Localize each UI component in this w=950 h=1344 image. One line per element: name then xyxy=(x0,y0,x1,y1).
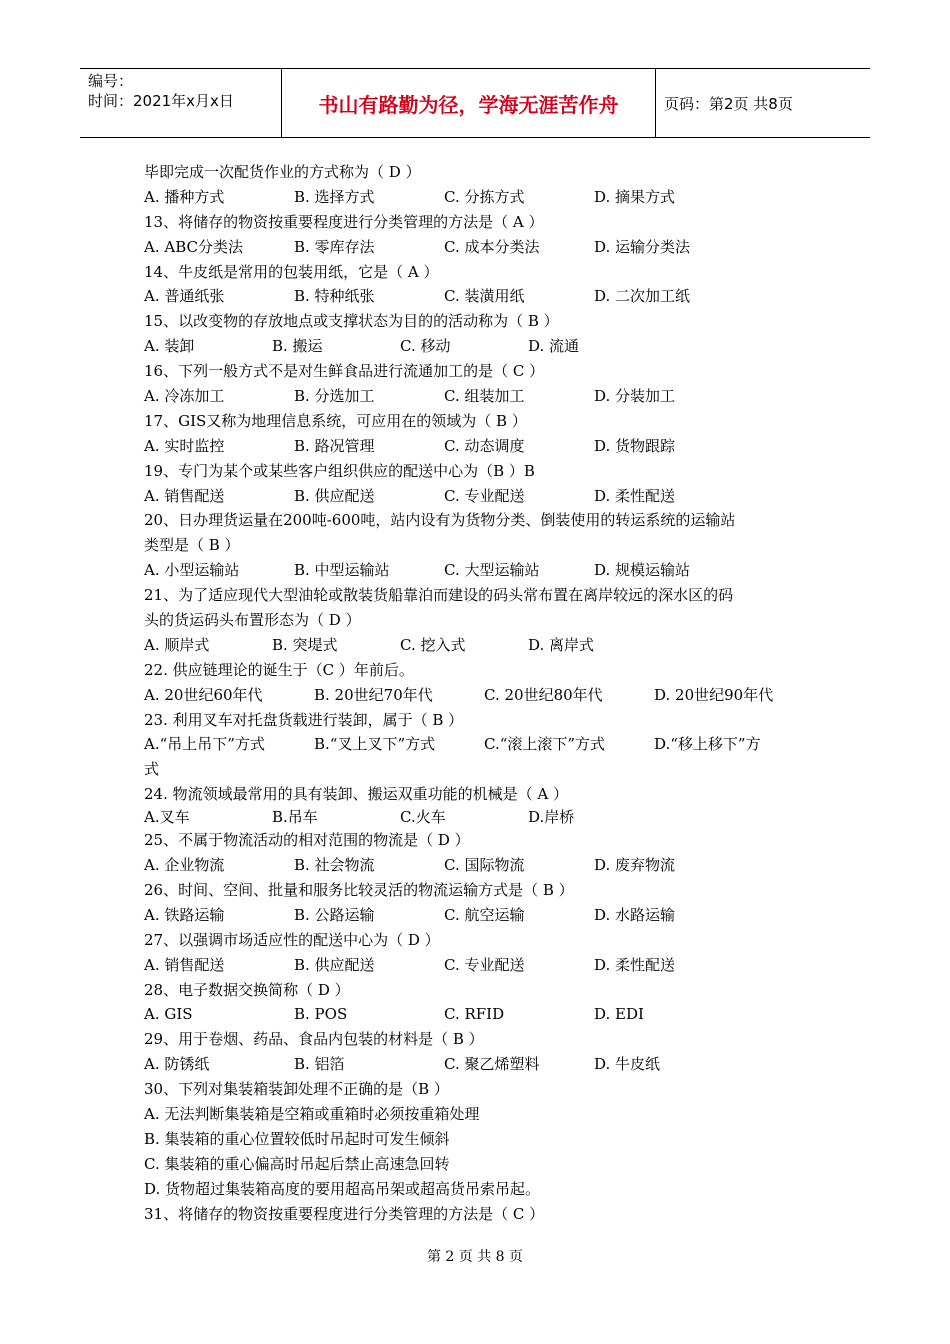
question-text: 17、GIS又称为地理信息系统，可应用在的领域为（ B ） xyxy=(144,411,527,430)
options-row xyxy=(144,185,824,210)
option-d: D. 废弃物流 xyxy=(594,856,676,875)
question-item xyxy=(144,1202,824,1227)
question-item xyxy=(144,928,824,978)
options-row xyxy=(144,903,824,928)
question-item xyxy=(144,160,824,210)
option-a: A. 顺岸式 xyxy=(144,635,210,654)
option-c: C. 专业配送 xyxy=(444,955,525,974)
option-c: C. 挖入式 xyxy=(400,635,466,654)
option-d: D.“移上移下”方 xyxy=(654,735,761,754)
options-row xyxy=(144,284,824,309)
option-b: B. 特种纸张 xyxy=(294,287,375,306)
options-row xyxy=(144,953,824,978)
option-c: C. 专业配送 xyxy=(444,486,525,505)
option-d: D. 牛皮纸 xyxy=(594,1055,661,1074)
option-b: B. 铝箔 xyxy=(294,1055,345,1074)
option-d: D. 规模运输站 xyxy=(594,561,691,580)
question-text: 14、牛皮纸是常用的包装用纸，它是（ A ） xyxy=(144,262,439,281)
option-c: C. RFID xyxy=(444,1005,505,1024)
options-row xyxy=(144,558,824,583)
option-d: D. 二次加工纸 xyxy=(594,287,691,306)
question-text: 19、专门为某个或某些客户组织供应的配送中心为（B ）B xyxy=(144,461,535,480)
option-b: B. 零库存法 xyxy=(294,237,375,256)
question-text: 15、以改变物的存放地点或支撑状态为目的的活动称为（ B ） xyxy=(144,312,559,331)
options-row xyxy=(144,683,824,708)
option-c: C. 航空运输 xyxy=(444,905,525,924)
option-c: C. 分拣方式 xyxy=(444,187,525,206)
option-b: B. 突堤式 xyxy=(272,635,338,654)
option-d: D. 流通 xyxy=(528,337,580,356)
option-d: D.岸桥 xyxy=(528,808,575,827)
option-b: B. 选择方式 xyxy=(294,187,375,206)
question-text: 25、不属于物流活动的相对范围的物流是（ D ） xyxy=(144,831,470,850)
question-item xyxy=(144,1077,824,1201)
option-b: B.吊车 xyxy=(272,808,318,827)
option-a: A. GIS xyxy=(144,1005,193,1024)
page-footer: 第 2 页 共 8 页 xyxy=(426,1249,524,1265)
header-meta xyxy=(80,69,282,137)
question-text: 29、用于卷烟、药品、食品内包装的材料是（ B ） xyxy=(144,1030,484,1049)
question-text: 16、下列一般方式不是对生鲜食品进行流通加工的是（ C ） xyxy=(144,362,545,381)
question-text: 毕即完成一次配货作业的方式称为（ D ） xyxy=(144,163,421,181)
option-c: C. 20世纪80年代 xyxy=(484,685,603,704)
option-c: C.“滚上滚下”方式 xyxy=(484,735,606,754)
question-item xyxy=(144,359,824,409)
option-c: C.火车 xyxy=(400,808,446,827)
option-d: D. 摘果方式 xyxy=(594,187,676,206)
question-text: 26、时间、空间、批量和服务比较灵活的物流运输方式是（ B ） xyxy=(144,880,574,899)
options-row xyxy=(144,807,824,828)
question-text: 13、将储存的物资按重要程度进行分类管理的方法是（ A ） xyxy=(144,212,544,231)
option-line: A. 无法判断集装箱是空箱或重箱时必须按重箱处理 xyxy=(144,1104,480,1123)
question-item xyxy=(144,409,824,459)
options-row xyxy=(144,384,824,409)
question-text: 21、为了适应现代大型油轮或散装货船靠泊而建设的码头常布置在离岸较远的深水区的码 xyxy=(144,586,734,605)
options-row xyxy=(144,853,824,878)
option-d: D. 分装加工 xyxy=(594,387,676,406)
question-item xyxy=(144,978,824,1028)
option-a: A. 铁路运输 xyxy=(144,905,225,924)
serial-label: 编号： xyxy=(88,72,134,90)
header-motto: 书山有路勤为径，学海无涯苦作舟 xyxy=(282,69,656,137)
question-item xyxy=(144,782,824,828)
options-row xyxy=(144,1052,824,1077)
question-item xyxy=(144,260,824,310)
option-b: B. 供应配送 xyxy=(294,955,375,974)
question-text-cont: 头的货运码头布置形态为（ D ） xyxy=(144,611,361,630)
question-item xyxy=(144,658,824,708)
option-b: B. 社会物流 xyxy=(294,856,375,875)
option-c: C. 聚乙烯塑料 xyxy=(444,1055,540,1074)
page-header xyxy=(80,68,870,138)
question-text: 27、以强调市场适应性的配送中心为（ D ） xyxy=(144,930,440,949)
option-a: A. 销售配送 xyxy=(144,486,225,505)
option-a: A.叉车 xyxy=(144,808,190,827)
question-text: 30、下列对集装箱装卸处理不正确的是（B ） xyxy=(144,1080,449,1099)
option-line: D. 货物超过集装箱高度的要用超高吊架或超高货吊索吊起。 xyxy=(144,1179,541,1198)
question-text: 22. 供应链理论的诞生于（C ）年前后。 xyxy=(144,660,414,679)
question-item xyxy=(144,1027,824,1077)
option-b: B. 中型运输站 xyxy=(294,561,390,580)
options-row xyxy=(144,484,824,509)
question-item xyxy=(144,583,824,658)
question-text-cont: 类型是（ B ） xyxy=(144,536,240,555)
option-a: A. 实时监控 xyxy=(144,436,225,455)
option-a: A. 销售配送 xyxy=(144,955,225,974)
option-b: B. 公路运输 xyxy=(294,905,375,924)
option-line: B. 集装箱的重心位置较低时吊起时可发生倾斜 xyxy=(144,1129,450,1148)
option-b: B.“叉上叉下”方式 xyxy=(314,735,436,754)
question-text: 23. 利用叉车对托盘货载进行装卸，属于（ B ） xyxy=(144,710,464,729)
header-page-label: 页码：第2页 共8页 xyxy=(664,94,793,113)
option-a: A. 企业物流 xyxy=(144,856,225,875)
question-item xyxy=(144,508,824,583)
options-row xyxy=(144,732,824,757)
option-b: B. 分选加工 xyxy=(294,387,375,406)
options-row xyxy=(144,434,824,459)
option-d: D. 柔性配送 xyxy=(594,486,676,505)
question-item xyxy=(144,210,824,260)
question-item xyxy=(144,708,824,783)
question-text: 28、电子数据交换简称（ D ） xyxy=(144,980,350,999)
option-b: B. 20世纪70年代 xyxy=(314,685,433,704)
option-b: B. 搬运 xyxy=(272,337,323,356)
options-row xyxy=(144,633,824,658)
option-d: D. 运输分类法 xyxy=(594,237,691,256)
question-text: 20、日办理货运量在200吨-600吨，站内设有为货物分类、倒装使用的转运系统的运输站 xyxy=(144,511,736,530)
option-a: A. 小型运输站 xyxy=(144,561,240,580)
option-a: A. 普通纸张 xyxy=(144,287,225,306)
question-item xyxy=(144,828,824,878)
option-a: A. 播种方式 xyxy=(144,187,225,206)
option-c: C. 移动 xyxy=(400,337,451,356)
question-text: 31、将储存的物资按重要程度进行分类管理的方法是（ C ） xyxy=(144,1204,545,1223)
question-item xyxy=(144,309,824,359)
option-d: D. 20世纪90年代 xyxy=(654,685,774,704)
options-row xyxy=(144,334,824,359)
options-row xyxy=(144,1002,824,1027)
option-b: B. 路况管理 xyxy=(294,436,375,455)
option-a: A. 冷冻加工 xyxy=(144,387,225,406)
question-text: 24. 物流领域最常用的具有装卸、搬运双重功能的机械是（ A ） xyxy=(144,785,568,804)
option-c: C. 动态调度 xyxy=(444,436,525,455)
option-a: A. 装卸 xyxy=(144,337,195,356)
option-a: A.“吊上吊下”方式 xyxy=(144,735,265,754)
question-item xyxy=(144,459,824,509)
question-item xyxy=(144,878,824,928)
option-d: D. EDI xyxy=(594,1005,644,1024)
options-row xyxy=(144,235,824,260)
option-b: B. POS xyxy=(294,1005,348,1024)
option-b: B. 供应配送 xyxy=(294,486,375,505)
option-d: D. 货物跟踪 xyxy=(594,436,676,455)
option-a: A. 20世纪60年代 xyxy=(144,685,263,704)
option-c: C. 大型运输站 xyxy=(444,561,540,580)
option-c: C. 组装加工 xyxy=(444,387,525,406)
options-row-cont: 式 xyxy=(144,760,160,779)
option-d: D. 水路运输 xyxy=(594,905,676,924)
question-list xyxy=(144,160,824,1226)
option-a: A. 防锈纸 xyxy=(144,1055,210,1074)
option-c: C. 成本分类法 xyxy=(444,237,540,256)
option-line: C. 集装箱的重心偏高时吊起后禁止高速急回转 xyxy=(144,1154,450,1173)
time-label: 时间：2021年x月x日 xyxy=(88,92,234,110)
option-d: D. 离岸式 xyxy=(528,635,595,654)
option-d: D. 柔性配送 xyxy=(594,955,676,974)
option-a: A. ABC分类法 xyxy=(144,237,243,256)
option-c: C. 国际物流 xyxy=(444,856,525,875)
option-c: C. 装潢用纸 xyxy=(444,287,525,306)
